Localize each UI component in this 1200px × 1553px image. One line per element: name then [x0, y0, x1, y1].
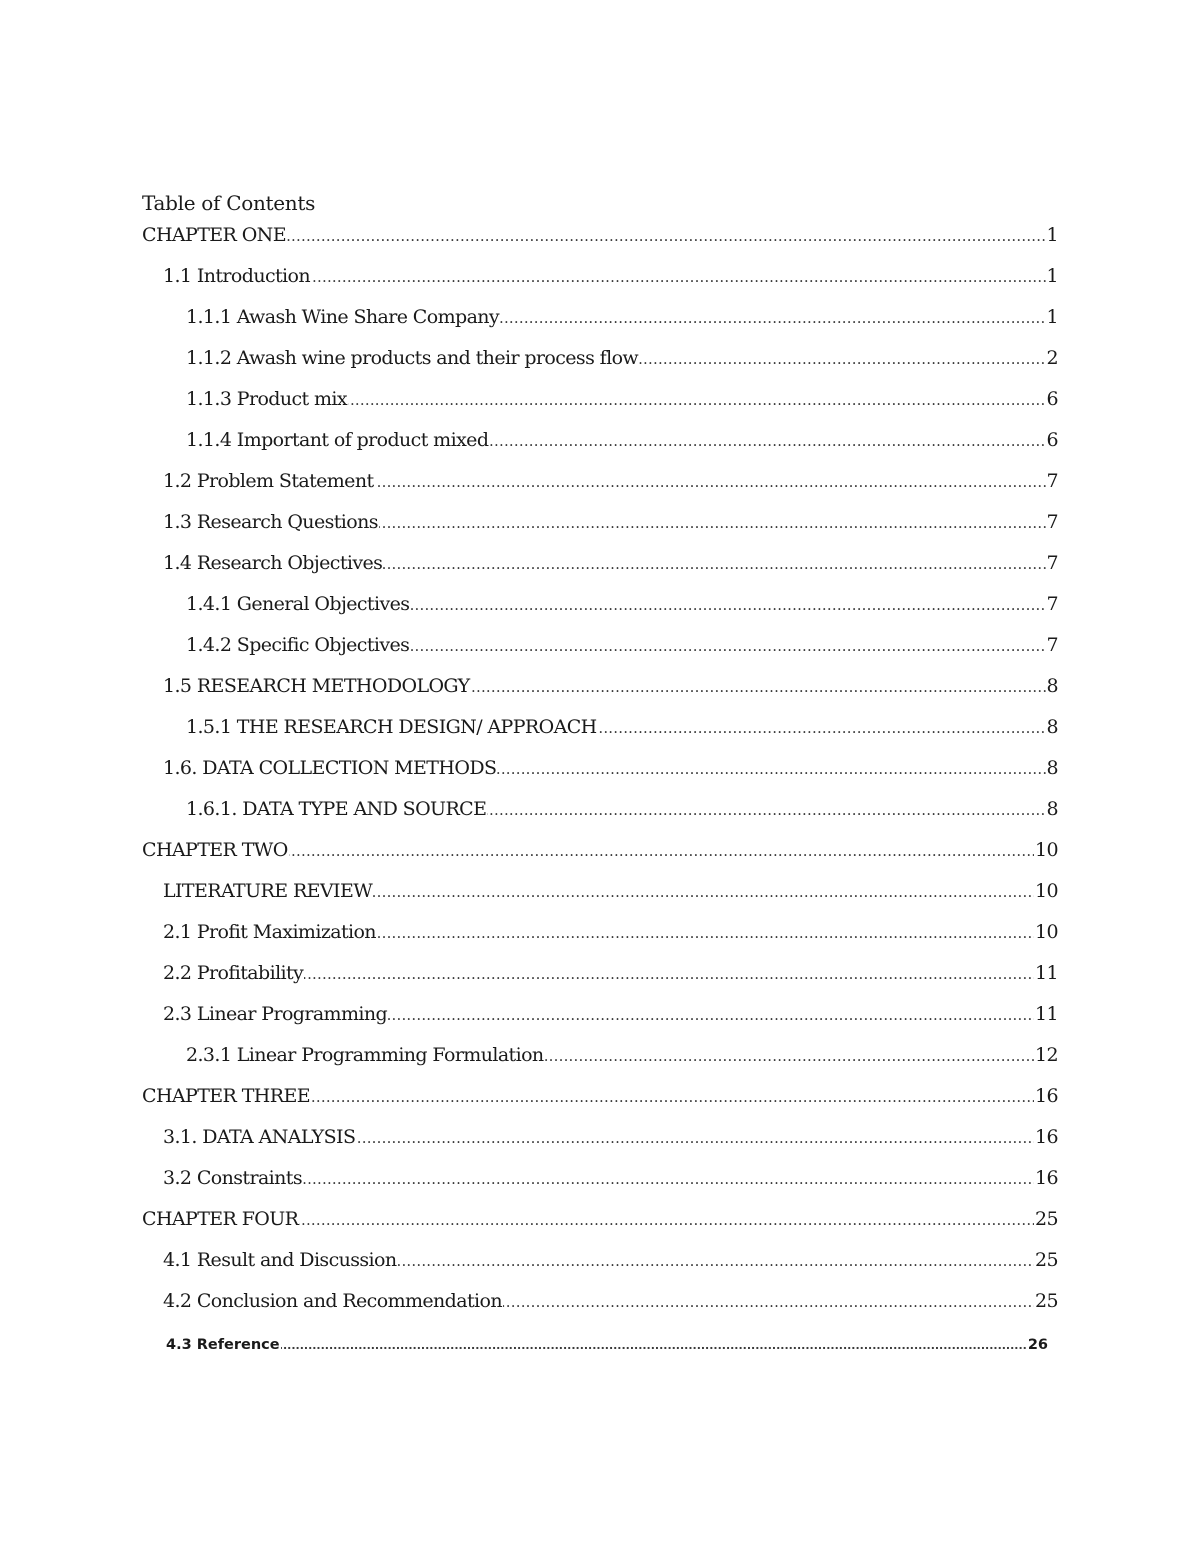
toc-entry[interactable] [163, 1123, 1058, 1164]
toc-page-number: 2 [1046, 344, 1059, 372]
toc-entry-title: 3.1. DATA ANALYSIS [163, 1126, 356, 1148]
toc-entry[interactable] [142, 221, 1058, 262]
toc-page-number: 16 [1034, 1082, 1058, 1110]
toc-entry[interactable] [163, 508, 1058, 549]
toc-entry[interactable] [186, 795, 1058, 836]
toc-page-number: 10 [1034, 918, 1058, 946]
toc-entry[interactable] [163, 1246, 1058, 1287]
toc-page-number: 1 [1046, 262, 1059, 290]
toc-entry[interactable] [186, 590, 1058, 631]
toc-page-number: 16 [1034, 1164, 1058, 1192]
toc-entry-title: 2.1 Profit Maximization [163, 921, 376, 943]
toc-dot-leader [166, 1328, 1048, 1358]
toc-entry-title: 1.6. DATA COLLECTION METHODS [163, 757, 497, 779]
toc-page-number: 7 [1046, 631, 1059, 659]
toc-page-number: 6 [1046, 426, 1059, 454]
toc-entry[interactable] [186, 385, 1058, 426]
toc-page-number: 6 [1046, 385, 1059, 413]
toc-entry-title: 1.1 Introduction [163, 265, 310, 287]
toc-entry-title: LITERATURE REVIEW [163, 880, 373, 902]
toc-entry[interactable] [186, 631, 1058, 672]
toc-entry-title: 4.1 Result and Discussion [163, 1249, 397, 1271]
toc-entry-title: 1.4.2 Specific Objectives [186, 634, 410, 656]
toc-page-number: 12 [1034, 1041, 1058, 1069]
toc-entry[interactable] [142, 1205, 1058, 1246]
toc-entry[interactable] [163, 1000, 1058, 1041]
toc-entry-title: 1.1.2 Awash wine products and their process flow [186, 347, 639, 369]
toc-entry-title: 1.1.3 Product mix [186, 388, 348, 410]
toc-page-number: 7 [1046, 467, 1059, 495]
toc-entry[interactable] [166, 1328, 1048, 1358]
toc-entry-title: 1.4 Research Objectives [163, 552, 383, 574]
toc-page-number: 10 [1034, 877, 1058, 905]
toc-entry[interactable] [163, 549, 1058, 590]
toc-page-number: 8 [1046, 672, 1059, 700]
toc-entry-title: 2.3.1 Linear Programming Formulation [186, 1044, 544, 1066]
toc-entry-title: 1.1.4 Important of product mixed [186, 429, 489, 451]
toc-entry-title: CHAPTER THREE [142, 1085, 310, 1107]
toc-page-number: 25 [1034, 1246, 1058, 1274]
toc-title: Table of Contents [142, 191, 316, 215]
toc-page-number: 1 [1046, 221, 1059, 249]
toc-entry[interactable] [163, 672, 1058, 713]
toc-entry[interactable] [163, 918, 1058, 959]
toc-entry-title: CHAPTER FOUR [142, 1208, 299, 1230]
toc-entry[interactable] [186, 1041, 1058, 1082]
toc-entry-title: 3.2 Constraints [163, 1167, 302, 1189]
toc-entry[interactable] [163, 1164, 1058, 1205]
toc-entry-title: CHAPTER TWO [142, 839, 288, 861]
toc-page-number: 8 [1046, 795, 1059, 823]
toc-page-number: 7 [1046, 549, 1059, 577]
toc-page-number: 8 [1046, 713, 1059, 741]
toc-page-number: 25 [1034, 1287, 1058, 1315]
toc-entry[interactable] [163, 262, 1058, 303]
toc-page-number: 26 [1027, 1328, 1048, 1358]
toc-page-number: 16 [1034, 1123, 1058, 1151]
toc-entry-title: 1.5.1 THE RESEARCH DESIGN/ APPROACH [186, 716, 597, 738]
toc-entry[interactable] [163, 959, 1058, 1000]
toc-entry-title: 1.1.1 Awash Wine Share Company [186, 306, 500, 328]
toc-entry[interactable] [186, 303, 1058, 344]
toc-page-number: 11 [1034, 959, 1058, 987]
toc-entry[interactable] [142, 1082, 1058, 1123]
toc-page-number: 10 [1034, 836, 1058, 864]
toc-entry[interactable] [163, 467, 1058, 508]
toc-entry-title: 1.4.1 General Objectives [186, 593, 410, 615]
toc-entry[interactable] [142, 836, 1058, 877]
toc-page-number: 11 [1034, 1000, 1058, 1028]
toc-entry[interactable] [186, 344, 1058, 385]
toc-entry-title: 1.5 RESEARCH METHODOLOGY [163, 675, 470, 697]
toc-entry-title: 2.3 Linear Programming [163, 1003, 388, 1025]
toc-entry[interactable] [186, 426, 1058, 467]
toc-page-number: 7 [1046, 590, 1059, 618]
toc-entry[interactable] [163, 754, 1058, 795]
toc-entry-title: 1.3 Research Questions [163, 511, 378, 533]
toc-entry-title: 1.2 Problem Statement [163, 470, 374, 492]
toc-page-number: 1 [1046, 303, 1059, 331]
toc-entry[interactable] [163, 1287, 1058, 1328]
toc-entry[interactable] [186, 713, 1058, 754]
toc-entry-title: 4.2 Conclusion and Recommendation [163, 1290, 502, 1312]
toc-list [142, 221, 1058, 1358]
toc-entry-title: 4.3 Reference [166, 1337, 280, 1353]
toc-entry-title: CHAPTER ONE [142, 224, 286, 246]
toc-page-number: 8 [1046, 754, 1059, 782]
toc-entry-title: 2.2 Profitability [163, 962, 304, 984]
toc-page-number: 25 [1034, 1205, 1058, 1233]
toc-entry[interactable] [163, 877, 1058, 918]
toc-page-number: 7 [1046, 508, 1059, 536]
toc-entry-title: 1.6.1. DATA TYPE AND SOURCE [186, 798, 487, 820]
